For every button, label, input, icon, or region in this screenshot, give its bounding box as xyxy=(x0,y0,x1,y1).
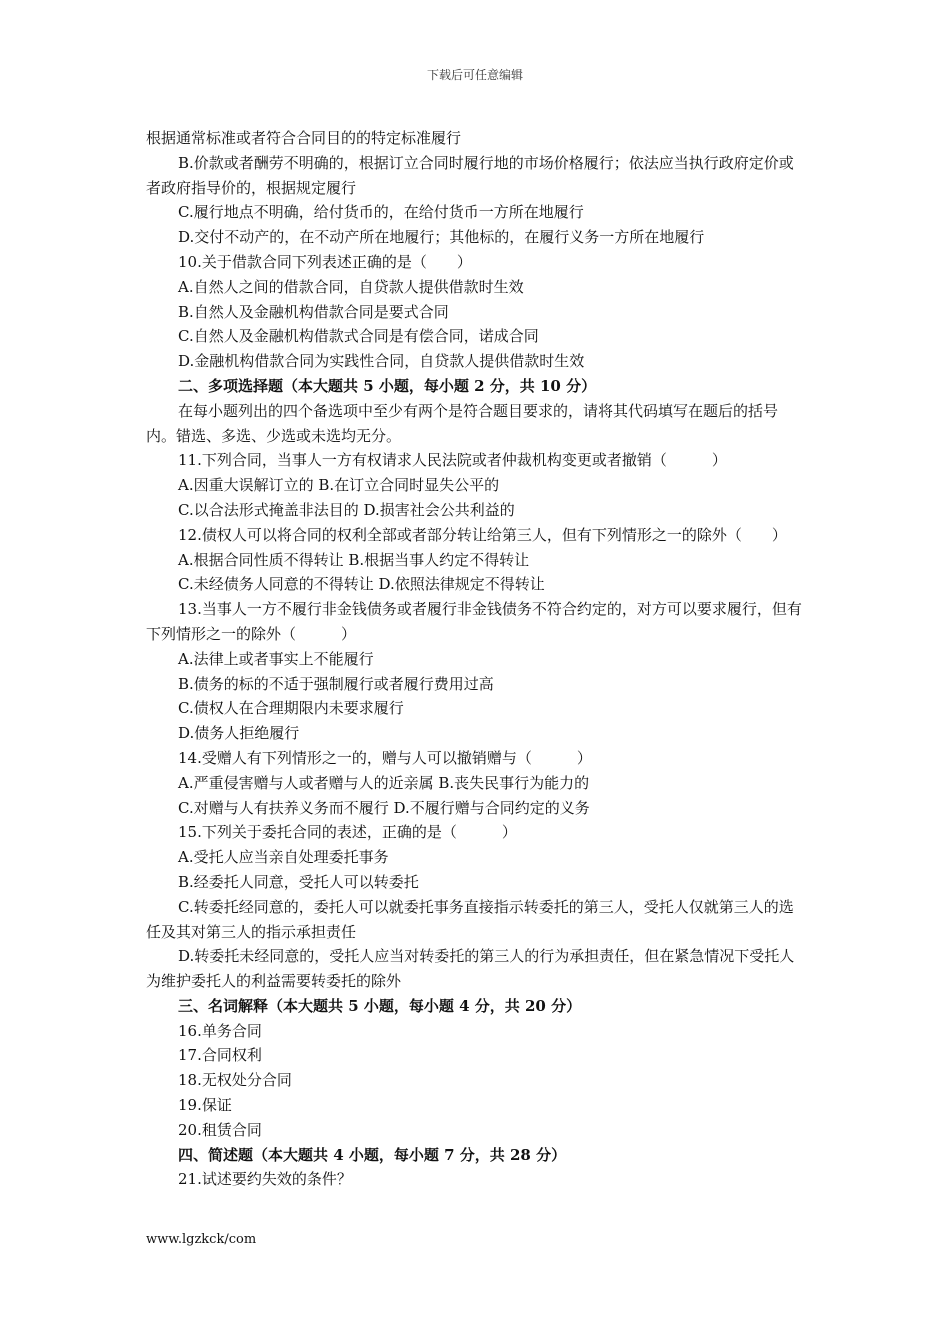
paragraph: A.因重大误解订立的 B.在订立合同时显失公平的 xyxy=(178,476,500,495)
paragraph: 21.试述要约失效的条件？ xyxy=(178,1170,352,1189)
paragraph: 18.无权处分合同 xyxy=(178,1071,292,1090)
paragraph: 11.下列合同，当事人一方有权请求人民法院或者仲裁机构变更或者撤销（ ） xyxy=(178,451,727,470)
paragraph: 20.租赁合同 xyxy=(178,1120,262,1139)
paragraph: B.经委托人同意，受托人可以转委托 xyxy=(178,872,419,891)
paragraph: A.根据合同性质不得转让 B.根据当事人约定不得转让 xyxy=(178,550,530,569)
paragraph: D.交付不动产的，在不动产所在地履行；其他标的，在履行义务一方所在地履行 xyxy=(178,228,705,247)
section-heading: 四、简述题（本大题共 4 小题，每小题 7 分，共 28 分） xyxy=(178,1145,567,1164)
paragraph: 14.受赠人有下列情形之一的，赠与人可以撤销赠与（ ） xyxy=(178,748,592,767)
paragraph: 在每小题列出的四个备选项中至少有两个是符合题目要求的，请将其代码填写在题后的括号内。错选、多选、少选或未选均无分。 xyxy=(146,401,779,445)
paragraph: D.金融机构借款合同为实践性合同，自贷款人提供借款时生效 xyxy=(178,352,585,371)
paragraph: B.价款或者酬劳不明确的，根据订立合同时履行地的市场价格履行；依法应当执行政府定价或者政府指导价的，根据规定履行 xyxy=(146,153,794,197)
paragraph: 根据通常标准或者符合合同目的的特定标准履行 xyxy=(146,129,462,147)
page-header: 下载后可任意编辑 xyxy=(426,68,523,82)
paragraph: A.自然人之间的借款合同，自贷款人提供借款时生效 xyxy=(178,277,524,296)
paragraph: 13.当事人一方不履行非金钱债务或者履行非金钱债务不符合约定的，对方可以要求履行，但有下列情形之一的除外（ ） xyxy=(146,600,802,643)
paragraph: 12.债权人可以将合同的权利全部或者部分转让给第三人，但有下列情形之一的除外（ ） xyxy=(178,525,787,544)
paragraph: 17.合同权利 xyxy=(178,1046,262,1065)
paragraph: A.法律上或者事实上不能履行 xyxy=(178,649,374,668)
paragraph: A.严重侵害赠与人或者赠与人的近亲属 B.丧失民事行为能力的 xyxy=(178,773,590,792)
document-body xyxy=(146,126,806,1192)
paragraph: A.受托人应当亲自处理委托事务 xyxy=(178,848,389,867)
paragraph: C.转委托经同意的，委托人可以就委托事务直接指示转委托的第三人，受托人仅就第三人的选任及其对第三人的指示承担责任 xyxy=(146,897,794,941)
paragraph: D.债务人拒绝履行 xyxy=(178,724,300,743)
paragraph: D.转委托未经同意的，受托人应当对转委托的第三人的行为承担责任，但在紧急情况下受托人为维护委托人的利益需要转委托的除外 xyxy=(146,947,795,991)
paragraph: C.自然人及金融机构借款式合同是有偿合同，诺成合同 xyxy=(178,327,539,346)
page-footer: www.lgzkck/com xyxy=(146,1232,257,1247)
paragraph: C.履行地点不明确，给付货币的，在给付货币一方所在地履行 xyxy=(178,203,584,222)
paragraph: C.以合法形式掩盖非法目的 D.损害社会公共利益的 xyxy=(178,500,515,519)
paragraph: 19.保证 xyxy=(178,1096,232,1115)
paragraph: 15.下列关于委托合同的表述，正确的是（ ） xyxy=(178,823,517,842)
paragraph: 10.关于借款合同下列表述正确的是（ ） xyxy=(178,252,472,271)
paragraph: C.债权人在合理期限内未要求履行 xyxy=(178,699,404,718)
paragraph: 16.单务合同 xyxy=(178,1021,262,1040)
paragraph: B.自然人及金融机构借款合同是要式合同 xyxy=(178,302,449,321)
paragraph: C.对赠与人有扶养义务而不履行 D.不履行赠与合同约定的义务 xyxy=(178,798,590,817)
section-heading: 二、多项选择题（本大题共 5 小题，每小题 2 分，共 10 分） xyxy=(178,376,597,395)
paragraph: C.未经债务人同意的不得转让 D.依照法律规定不得转让 xyxy=(178,575,545,594)
section-heading: 三、名词解释（本大题共 5 小题，每小题 4 分，共 20 分） xyxy=(178,996,582,1015)
paragraph: B.债务的标的不适于强制履行或者履行费用过高 xyxy=(178,674,494,693)
